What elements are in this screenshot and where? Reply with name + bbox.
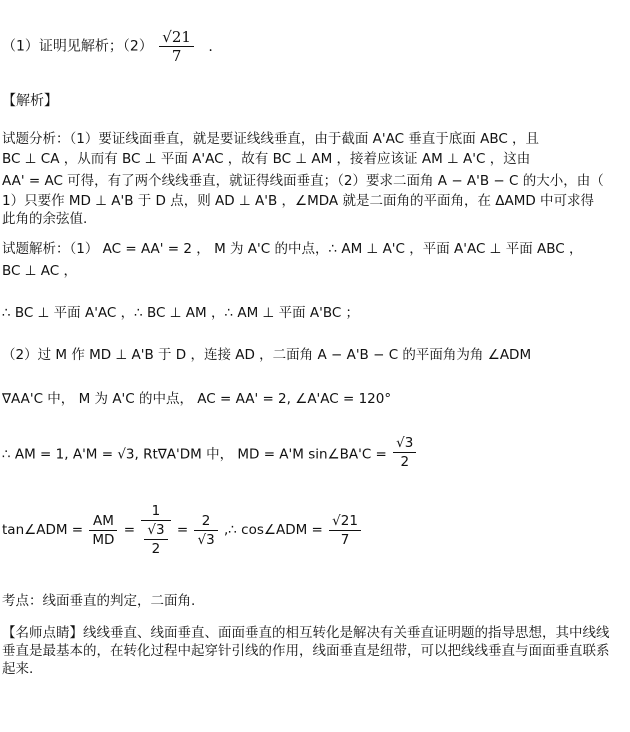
seven-denominator: 7 [340,531,350,548]
kaodian: 考点：线面垂直的判定，二面角. [2,593,196,609]
analysis-line-3: AA' = AC 可得，有了两个线线垂直，就证得线面垂直；（2）要求二面角 A − A'B − C 的大小，由（ [2,173,604,189]
equals-2: = [176,522,189,538]
answer-fraction [159,28,194,65]
analysis-line-5: 此角的余弦值. [2,211,88,227]
answer-period: . [208,38,213,55]
analysis-line-1: 试题分析：（1）要证线面垂直，就是要证线线垂直，由于截面 A'AC 垂直于底面 ABC ，且 [2,131,540,147]
r3-over-2 [144,521,167,558]
am-over-md [89,512,117,549]
answer-line [2,28,213,65]
solution-line-3: ∴ BC ⊥ 平面 A'AC ，∴ BC ⊥ AM ，∴ AM ⊥ 平面 A'BC ； [2,305,360,321]
md-denominator-2: MD [92,531,115,548]
tan-label: tan∠ADM = [2,522,84,538]
jiexi-heading: 【解析】 [2,93,58,109]
one-numerator: 1 [141,502,170,521]
two-denominator: 2 [151,541,161,557]
r21-over-7 [329,512,361,549]
two-over-r3 [194,512,217,549]
answer-denominator: 7 [171,47,182,65]
teacher-line-2: 垂直是最基本的，在转化过程中起穿针引线的作用，线面垂直是纽带，可以把线线垂直与面面垂直联系 [2,643,610,659]
r3-denominator: √3 [197,531,215,548]
analysis-line-4: 1）只要作 MD ⊥ A'B 于 D 点，则 AD ⊥ A'B ，∠MDA 就是二面角的平面角，在 ΔAMD 中可求得 [2,193,595,209]
solution-line-4: （2）过 M 作 MD ⊥ A'B 于 D ，连接 AD ，二面角 A − A'B − C 的平面角为角 ∠ADM [2,347,532,363]
one-over-r3-2 [141,502,170,558]
md-numerator: √3 [393,434,416,453]
answer-numerator: √21 [159,28,194,47]
solution-line-1: 试题解析：（1） AC = AA' = 2 ， M 为 A'C 的中点，∴ AM ⊥ A'C ，平面 A'AC ⊥ 平面 ABC ， [2,241,583,257]
solution-line-7 [2,502,363,558]
cos-label: ,∴ cos∠ADM = [223,522,323,538]
solution-line-6 [2,434,418,471]
solution-line-5: ∇AA'C 中， M 为 A'C 的中点， AC = AA' = 2, ∠A'AC = 120° [2,391,392,407]
teacher-line-1: 【名师点睛】线线垂直、线面垂直、面面垂直的相互转化是解决有关垂直证明题的指导思想，其中线线 [2,625,610,641]
r21-numerator: √21 [329,512,361,531]
analysis-line-2: BC ⊥ CA ，从而有 BC ⊥ 平面 A'AC ，故有 BC ⊥ AM ，接着应该证 AM ⊥ A'C ，这由 [2,151,531,167]
answer-part1: （1）证明见解析；（2） [2,38,153,55]
md-denominator: 2 [400,454,410,470]
solution-line-6-text: ∴ AM = 1, A'M = √3, Rt∇A'DM 中， MD = A'M sin∠BA'C = [2,446,387,463]
r3-numerator: √3 [144,521,167,540]
two-numerator: 2 [194,512,217,531]
am-numerator: AM [89,512,117,531]
nested-fraction-den [141,521,170,558]
teacher-line-3: 起来. [2,661,34,677]
solution-line-2: BC ⊥ AC ， [2,263,78,279]
equals-1: = [123,522,136,538]
solution-line-6-fraction [393,434,416,471]
